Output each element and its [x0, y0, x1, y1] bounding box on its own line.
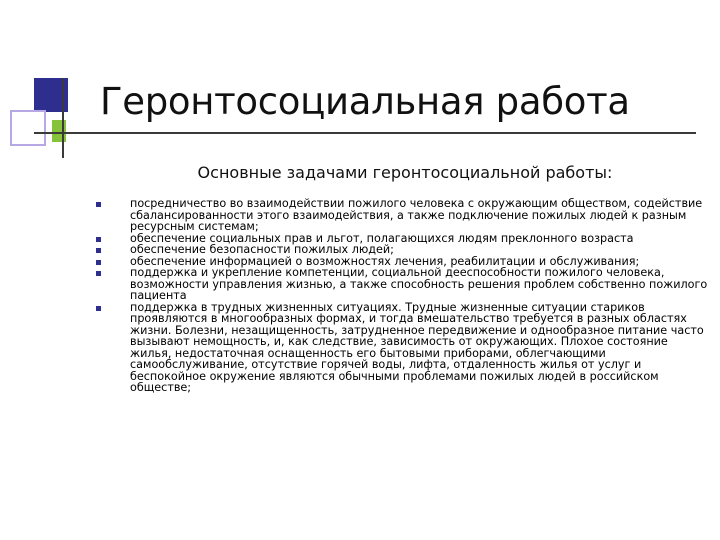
list-item-text: поддержка в трудных жизненных ситуациях. Трудные жизненные ситуации стариков проявляются в многообразных формах, и тогда вмешательство требуется в разных областях жизни. Болезни, незащищенность, затрудненное передвижение и однообразное питание часто вызывают немощность, и, как следствие, зависимость от окружающих. Плохое состояние жилья, недостаточная оснащенность его бытовыми приборами, облегчающими самообслуживание, отсутствие горячей воды, лифта, отдаленность жилья от услуг и беспокойное окружение являются обычными проблемами пожилых людей в российском обществе;	[130, 300, 704, 394]
title-underline	[34, 132, 696, 134]
bullet-icon	[96, 271, 101, 276]
list-item	[96, 302, 708, 394]
bullet-icon	[96, 248, 101, 253]
list-item-text: обеспечение информацией о возможностях лечения, реабилитации и обслуживания;	[130, 254, 640, 268]
bullet-icon	[96, 260, 101, 265]
bullet-icon	[96, 237, 101, 242]
list-item-text: посредничество во взаимодействии пожилого человека с окружающим обществом, содействие сбалансированности этого взаимодействия, а также подключение пожилых людей к разным ресурсным системам;	[130, 197, 703, 233]
list-item-text: поддержка и укрепление компетенции, социальной дееспособности пожилого человека, возможности управления жизнью, а также способность решения проблем собственно пожилого пациента	[130, 266, 708, 302]
slide-title: Геронтосоциальная работа	[100, 80, 630, 123]
list-item	[96, 267, 708, 302]
bullet-icon	[96, 202, 101, 207]
list-item	[96, 198, 708, 233]
list-item-text: обеспечение социальных прав и льгот, полагающихся людям преклонного возраста	[130, 231, 634, 245]
list-item-text: обеспечение безопасности пожилых людей;	[130, 243, 394, 256]
bullet-icon	[96, 306, 101, 311]
slide-subtitle: Основные задачами геронтосоциальной работы:	[197, 163, 613, 182]
task-list	[96, 198, 708, 394]
decor-lavender-square	[10, 110, 46, 146]
decor-vertical-line	[62, 78, 64, 158]
